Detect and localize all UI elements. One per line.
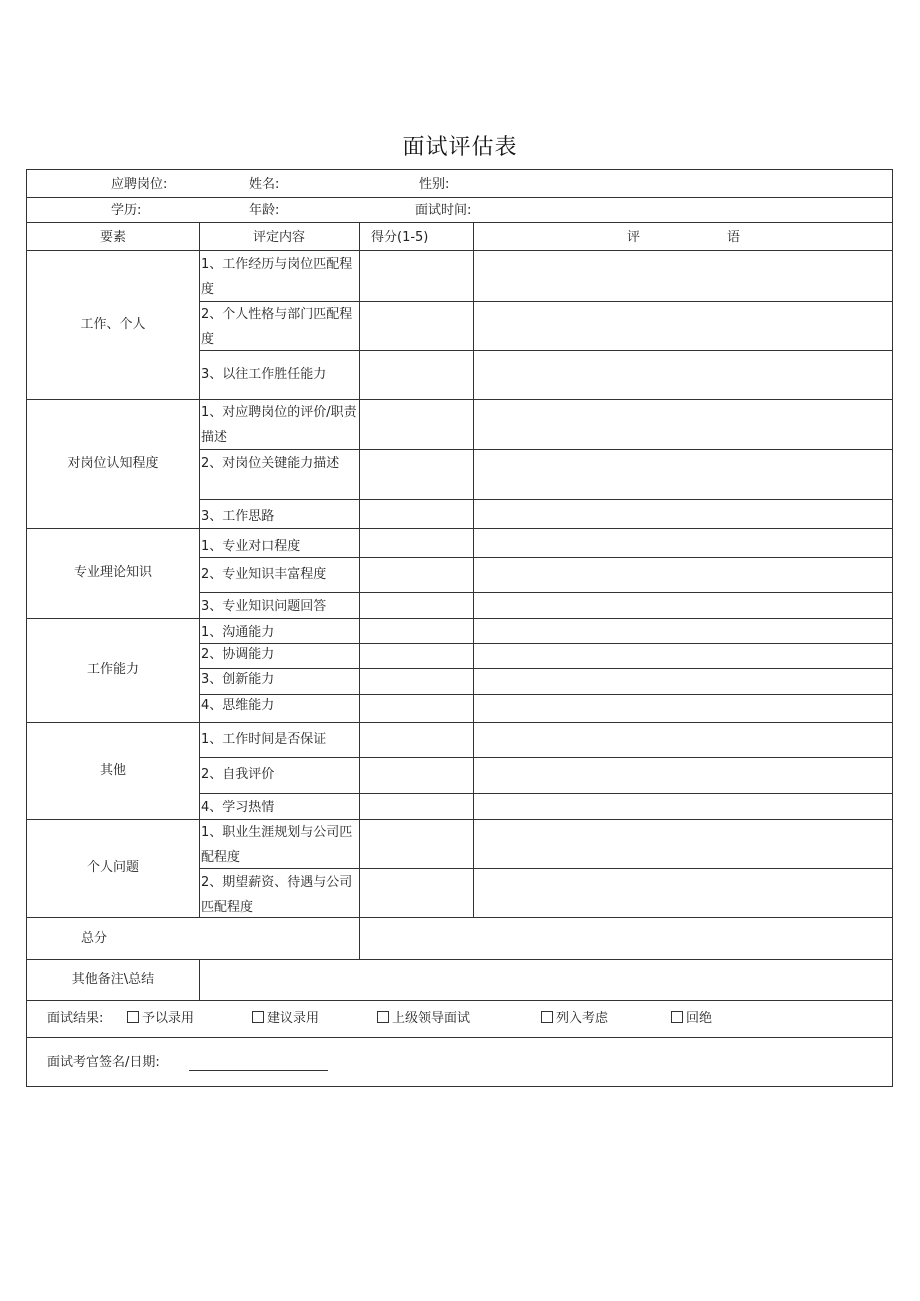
result-option-recommend[interactable]: 建议录用 [252, 1009, 319, 1029]
evaluation-item: 1、职业生涯规划与公司匹配程度 [201, 825, 353, 865]
header-content: 评定内容 [252, 230, 305, 245]
evaluation-item: 1、对应聘岗位的评价/职责描述 [201, 405, 357, 445]
section-name: 工作、个人 [80, 317, 146, 332]
row-divider [27, 528, 892, 529]
section-name: 个人问题 [86, 860, 139, 875]
result-option-consider[interactable]: 列入考虑 [541, 1009, 608, 1029]
evaluation-item: 1、工作时间是否保证 [201, 732, 327, 747]
education-label: 学历: [111, 203, 142, 218]
evaluation-item: 2、自我评价 [201, 767, 275, 782]
evaluation-item: 2、协调能力 [201, 647, 275, 662]
evaluation-item: 3、创新能力 [201, 672, 275, 687]
row-divider [27, 959, 892, 960]
row-divider [27, 819, 892, 820]
checkbox[interactable] [541, 1011, 553, 1023]
row-divider [199, 557, 892, 558]
section-name: 工作能力 [86, 662, 139, 677]
row-divider [199, 592, 892, 593]
column-divider [473, 222, 474, 917]
evaluation-item: 2、对岗位关键能力描述 [201, 456, 340, 471]
row-divider [199, 757, 892, 758]
row-divider [27, 1037, 892, 1038]
header-comment: 语 [727, 230, 741, 245]
section-name: 对岗位认知程度 [67, 456, 159, 471]
signature-line[interactable] [189, 1070, 328, 1071]
row-divider [199, 694, 892, 695]
section-name: 专业理论知识 [73, 565, 152, 580]
evaluation-item: 2、期望薪资、待遇与公司匹配程度 [201, 875, 353, 915]
section-name: 其他 [99, 763, 126, 778]
position-label: 应聘岗位: [111, 177, 168, 192]
result-option-leader-interview[interactable]: 上级领导面试 [377, 1009, 470, 1029]
row-divider [27, 399, 892, 400]
header-score: 得分(1-5) [371, 230, 429, 245]
evaluation-item: 1、专业对口程度 [201, 539, 301, 554]
column-divider [359, 222, 360, 959]
checkbox[interactable] [252, 1011, 264, 1023]
row-divider [199, 668, 892, 669]
row-divider [27, 917, 892, 918]
checkbox[interactable] [127, 1011, 139, 1023]
row-divider [199, 643, 892, 644]
result-option-hire[interactable]: 予以录用 [127, 1009, 194, 1029]
total-score-label: 总分 [81, 931, 108, 946]
row-divider [27, 722, 892, 723]
checkbox[interactable] [377, 1011, 389, 1023]
column-divider [199, 959, 200, 1000]
row-divider [27, 618, 892, 619]
checkbox[interactable] [671, 1011, 683, 1023]
row-divider [199, 499, 892, 500]
evaluation-item: 3、专业知识问题回答 [201, 599, 327, 614]
column-divider [199, 222, 200, 917]
evaluation-item: 2、专业知识丰富程度 [201, 567, 327, 582]
evaluation-item: 3、工作思路 [201, 509, 275, 524]
row-divider [27, 250, 892, 251]
remarks-label: 其他备注\总结 [71, 972, 155, 987]
result-label: 面试结果: [47, 1011, 104, 1026]
gender-label: 性别: [419, 177, 450, 192]
evaluation-item: 3、以往工作胜任能力 [201, 367, 327, 382]
signature-label: 面试考官签名/日期: [47, 1055, 160, 1070]
evaluation-item: 4、思维能力 [201, 698, 275, 713]
evaluation-item: 1、沟通能力 [201, 625, 275, 640]
evaluation-form [26, 169, 893, 1087]
evaluation-item: 4、学习热情 [201, 800, 275, 815]
evaluation-item: 2、个人性格与部门匹配程度 [201, 307, 353, 347]
page-title: 面试评估表 [402, 135, 518, 160]
header-comment: 评 [627, 230, 641, 245]
interview-time-label: 面试时间: [415, 203, 472, 218]
row-divider [27, 1000, 892, 1001]
header-element: 要素 [99, 230, 126, 245]
age-label: 年龄: [249, 203, 280, 218]
row-divider [199, 793, 892, 794]
name-label: 姓名: [249, 177, 280, 192]
evaluation-item: 1、工作经历与岗位匹配程度 [201, 257, 353, 297]
result-option-reject[interactable]: 回绝 [671, 1009, 712, 1029]
